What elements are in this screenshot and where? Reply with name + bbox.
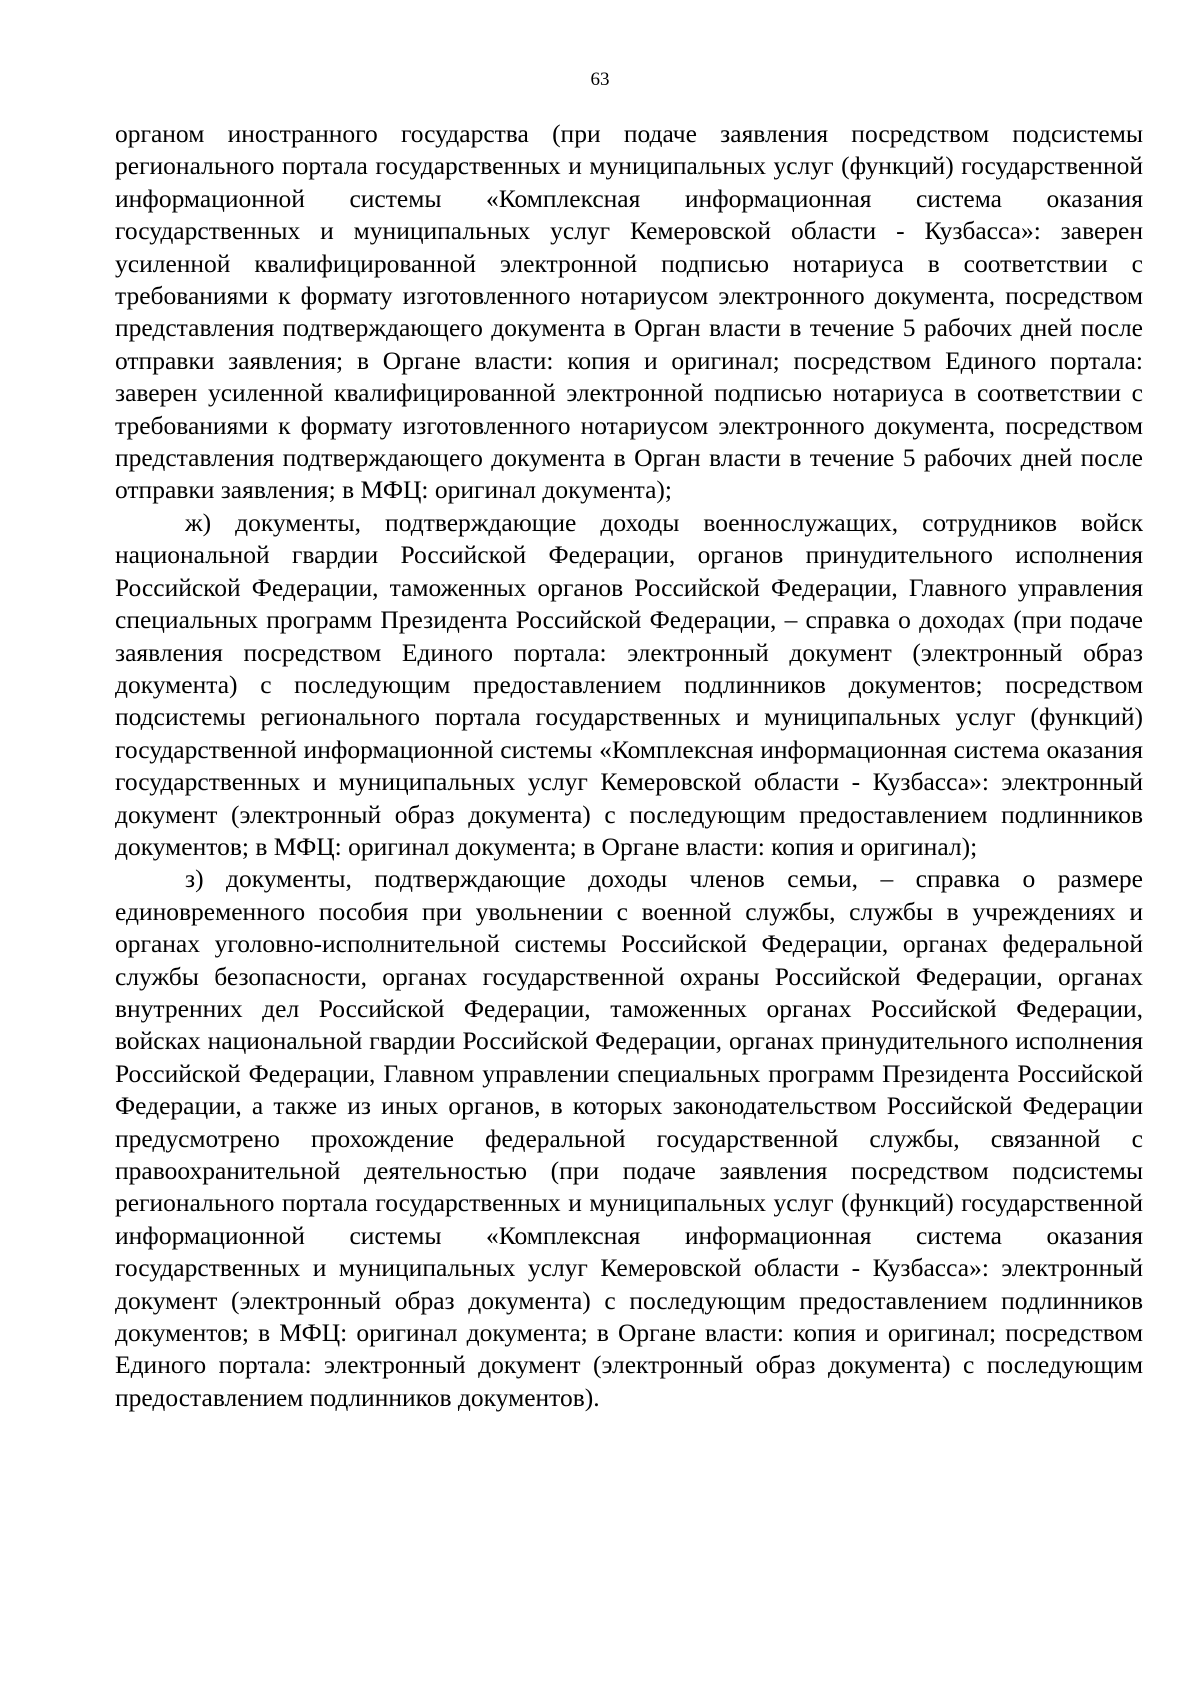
document-body (115, 118, 1143, 1414)
paragraph-item-zh: ж) документы, подтверждающие доходы военнослужащих, сотрудников войск национальной гвардии Российской Федерации, органов принудительного исполнения Российской Федерации, таможенных органов Российской Федерации, Главного управления специальных программ Президента Российской Федерации, – справка о доходах (при подаче заявления посредством Единого портала: электронный документ (электронный образ документа) с последующим предоставлением подлинников документов; посредством подсистемы регионального портала государственных и муниципальных услуг (функций) государственной информационной системы «Комплексная информационная система оказания государственных и муниципальных услуг Кемеровской области - Кузбасса»: электронный документ (электронный образ документа) с последующим предоставлением подлинников документов; в МФЦ: оригинал документа; в Органе власти: копия и оригинал); (115, 507, 1143, 861)
paragraph-continuation: органом иностранного государства (при подаче заявления посредством подсистемы регионального портала государственных и муниципальных услуг (функций) государственной информационной системы «Комплексная информационная система оказания государственных и муниципальных услуг Кемеровской области - Кузбасса»: заверен усиленной квалифицированной электронной подписью нотариуса в соответствии с требованиями к формату изготовленного нотариусом электронного документа, посредством представления подтверждающего документа в Орган власти в течение 5 рабочих дней после отправки заявления; в Органе власти: копия и оригинал; посредством Единого портала: заверен усиленной квалифицированной электронной подписью нотариуса в соответствии с требованиями к формату изготовленного нотариусом электронного документа, посредством представления подтверждающего документа в Орган власти в течение 5 рабочих дней после отправки заявления; в МФЦ: оригинал документа); (115, 119, 1143, 505)
page-number: 63 (590, 69, 610, 90)
paragraph-item-z: з) документы, подтверждающие доходы членов семьи, – справка о размере единовременного пособия при увольнении с военной службы, службы в учреждениях и органах уголовно-исполнительной системы Российской Федерации, органах федеральной службы безопасности, органах государственной охраны Российской Федерации, органах внутренних дел Российской Федерации, таможенных органах Российской Федерации, войсках национальной гвардии Российской Федерации, органах принудительного исполнения Российской Федерации, Главном управлении специальных программ Президента Российской Федерации, а также из иных органов, в которых законодательством Российской Федерации предусмотрено прохождение федеральной государственной службы, связанной с правоохранительной деятельностью (при подаче заявления посредством подсистемы регионального портала государственных и муниципальных услуг (функций) государственной информационной системы «Комплексная информационная система оказания государственных и муниципальных услуг Кемеровской области - Кузбасса»: электронный документ (электронный образ документа) с последующим предоставлением подлинников документов; в МФЦ: оригинал документа; в Органе власти: копия и оригинал; посредством Единого портала: электронный документ (электронный образ документа) с последующим предоставлением подлинников документов). (115, 864, 1143, 1412)
